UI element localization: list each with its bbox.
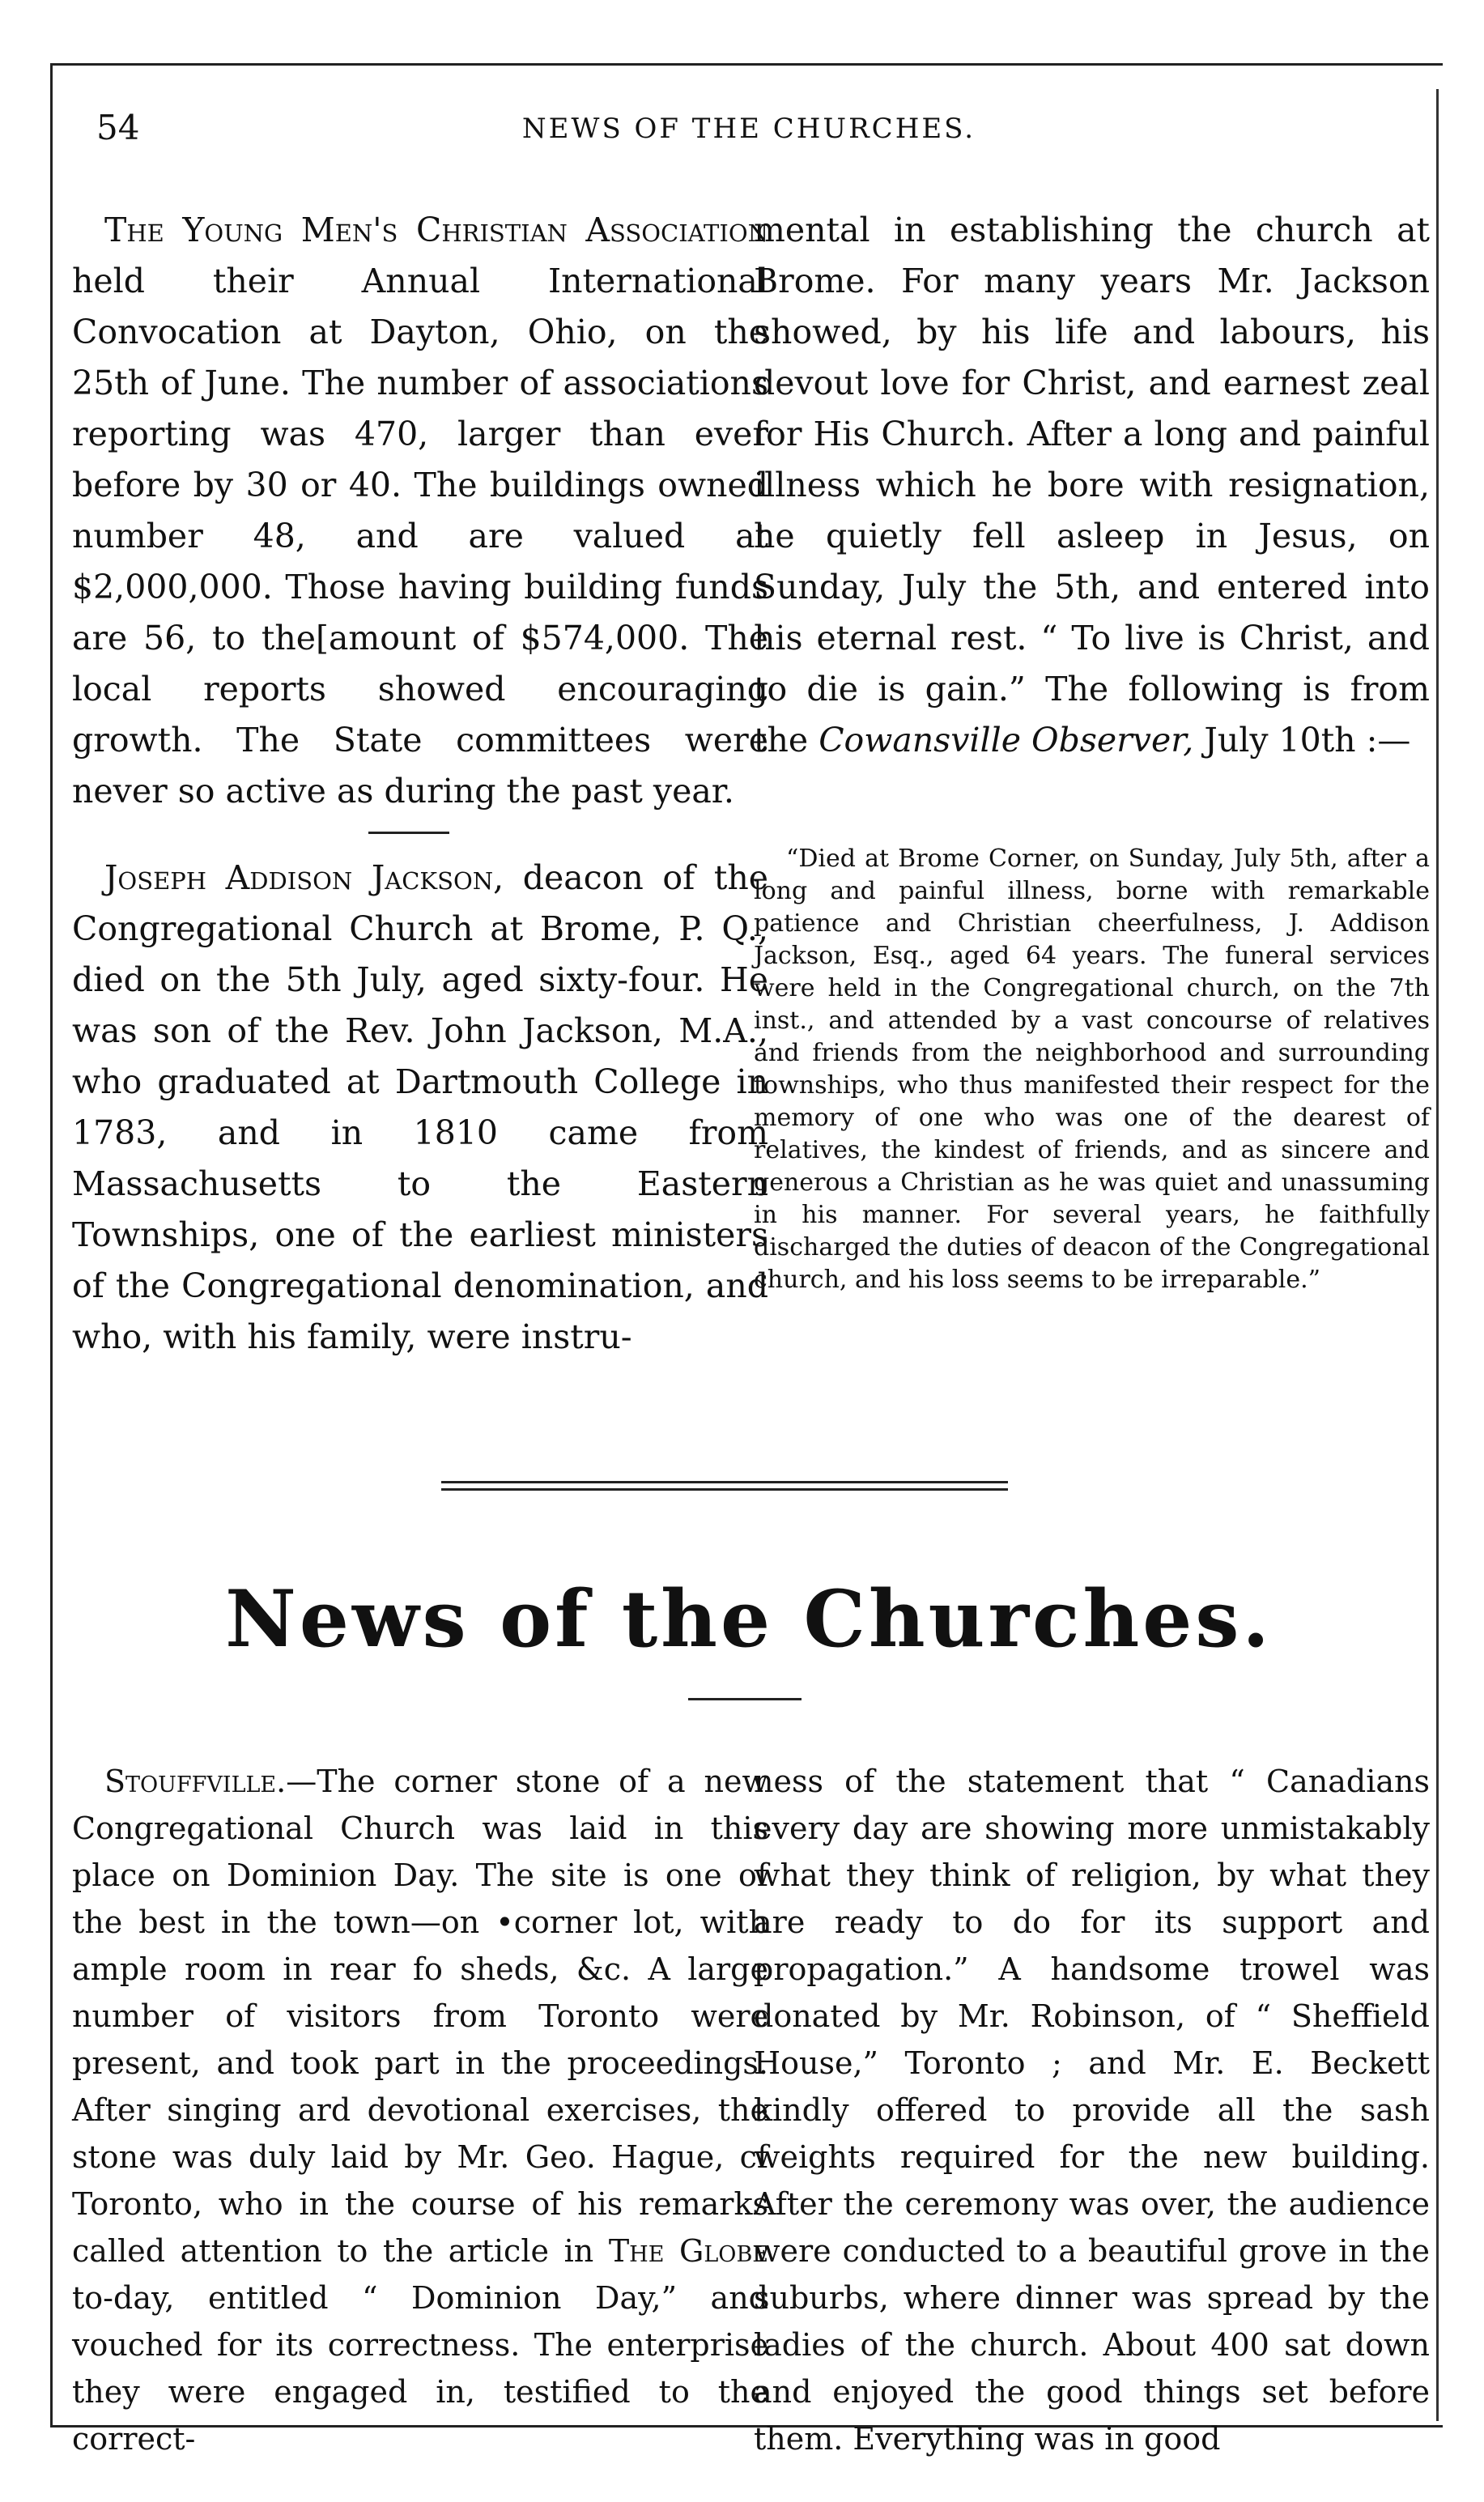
- stouffville-paragraph: [72, 1758, 768, 2462]
- jackson-text: deacon of the Congregational Church at Brome, P. Q., died on the 5th July, aged sixty-four. He was son of the Rev. John Jackson, M.A., who graduated at Dartmouth College in 1783, and in 1810 came from Massachusetts to the Eastern Townships, one of the earliest ministers of the Congregational denomination, and who, with his family, were instru-: [72, 858, 769, 1356]
- page-frame: [50, 63, 1443, 2457]
- heading-underline: [688, 1698, 802, 1700]
- page-number: 54: [96, 108, 140, 147]
- double-rule: [441, 1481, 1008, 1491]
- obituary-quote: [754, 843, 1430, 1296]
- separator-rule: [368, 832, 449, 834]
- jackson-continued: [754, 205, 1430, 766]
- ymca-paragraph: [72, 205, 768, 817]
- left-column-bottom: [72, 1758, 768, 2462]
- ymca-text: held their Annual International Convocation at Dayton, Ohio, on the 25th of June. The number of associations reporting was 470, larger than ever before by 30 or 40. The buildings owned number 48, and are valued at $2,000,000. Those having building funds are 56, to the[amount of $574,000. The local reports showed encouraging growth. The State committees were never so active as during the past year.: [72, 262, 768, 811]
- stouffville-text: —The corner stone of a new Congregational Church was laid in this place on Dominion Day. The site is one of the best in the town—on •corner lot, with ample room in rear fo sheds, &c. A large number of visitors from Toronto were present, and took part in the proceedings. After singing ard devotional exercises, the stone was duly laid by Mr. Geo. Hague, cf Toronto, who in the course of his remarks called attention to the article in: [72, 1764, 768, 2269]
- quote-text: “Died at Brome Corner, on Sunday, July 5th, after a long and painful illness, borne with remarkable patience and Christian cheerfulness, J. Addison Jackson, Esq., aged 64 years. The funeral services were held in the Congregational church, on the 7th inst., and attended by a vast concourse of relatives and friends from the neighborhood and surrounding townships, who thus manifested their respect for the memory of one who was one of the dearest of relatives, the kindest of friends, and as sincere and generous a Christian as he was quiet and unassuming in his manner. For several years, he faithfully discharged the duties of deacon of the Congregational church, and his loss seems to be irreparable.”: [754, 845, 1430, 1294]
- ymca-lead: The Young Men's Christian Association: [104, 211, 768, 249]
- stouffville-lead: Stouffville.: [104, 1764, 287, 1799]
- jackson-continued-text: mental in establishing the church at Brome. For many years Mr. Jackson showed, by his life and labours, his devout love for Christ, and earnest zeal for His Church. After a long and painful illness which he bore with resignation, he quietly fell asleep in Jesus, on Sunday, July the 5th, and entered into his eternal rest. “ To live is Christ, and to die is gain.” The following is from the: [754, 211, 1430, 760]
- jackson-continued-end: July 10th :—: [1193, 721, 1411, 760]
- right-column-bottom: [754, 1758, 1430, 2462]
- page-header: [77, 108, 1421, 164]
- stouffville-continued: ness of the statement that “ Canadians every day are showing more unmistakably what they think of religion, by what they are ready to do for its support and propagation.” A handsome trowel was donated by Mr. Robinson, of “ Sheffield House,” Toronto ; and Mr. E. Beckett kindly offered to provide all the sash weights required for the new building. After the ceremony was over, the audience were conducted to a beautiful grove in the suburbs, where dinner was spread by the ladies of the church. About 400 sat down and enjoyed the good things set before them. Everything was in good: [754, 1764, 1430, 2457]
- right-margin-rule: [1436, 89, 1439, 2421]
- running-title: NEWS OF THE CHURCHES.: [521, 113, 976, 145]
- observer-title: Cowansville Observer,: [819, 721, 1194, 760]
- stouffville-text-end: to-day, entitled “ Dominion Day,” and vouched for its correctness. The enterprise they were engaged in, testified to the correct-: [72, 2280, 768, 2457]
- left-column-top: [72, 205, 768, 817]
- jackson-lead: Joseph Addison Jackson,: [104, 858, 504, 897]
- section-heading: News of the Churches.: [225, 1573, 1273, 1665]
- globe-title: The Globe: [608, 2233, 768, 2269]
- right-column-top: [754, 205, 1430, 766]
- left-column-obituary: [72, 853, 768, 1363]
- jackson-paragraph: [72, 853, 768, 1363]
